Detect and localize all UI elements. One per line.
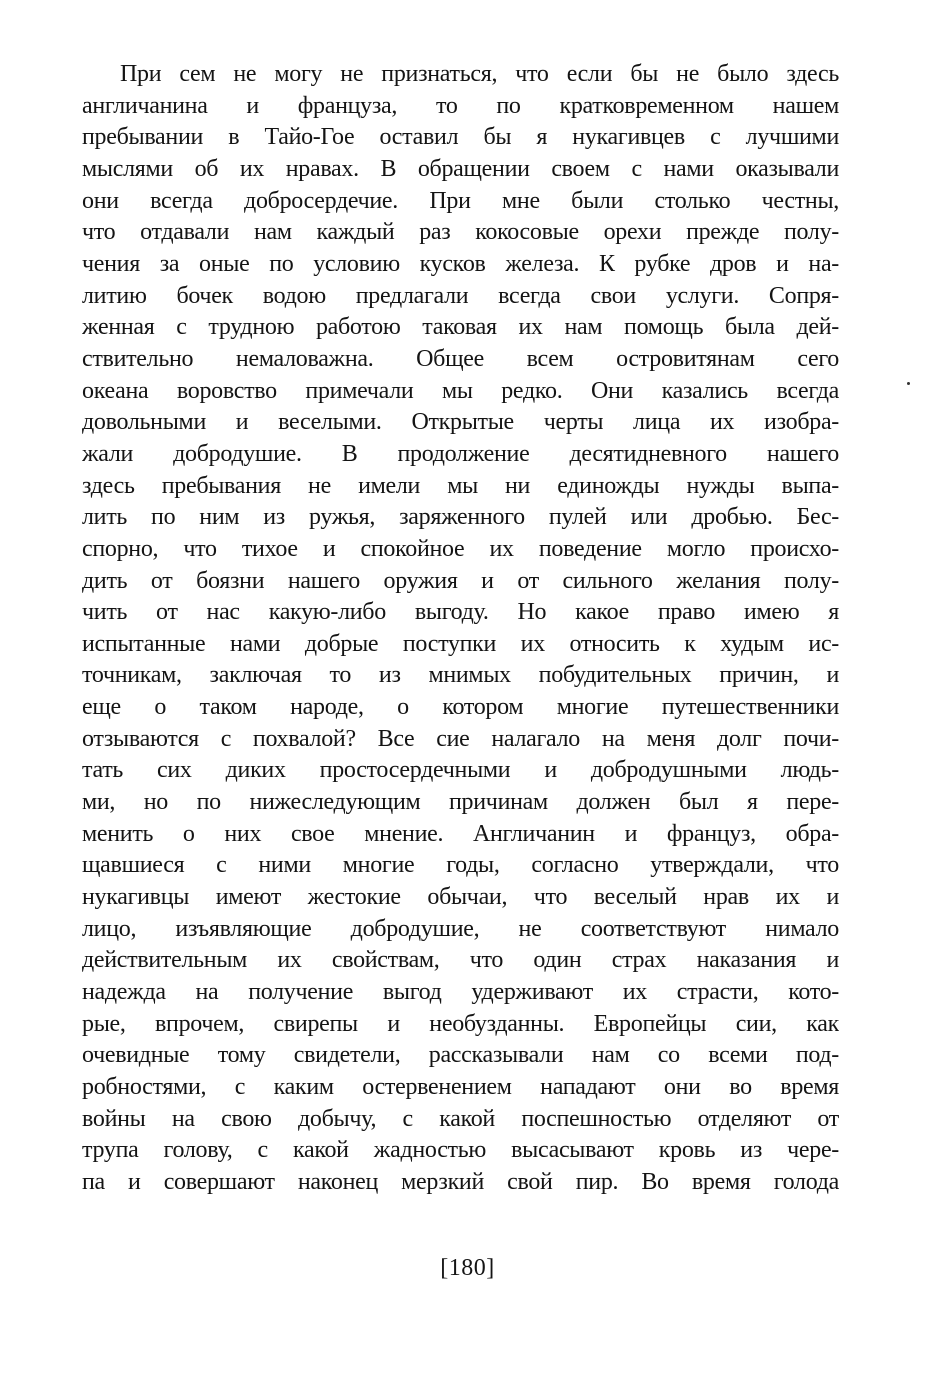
text-line: океана воровство примечали мы редко. Они казались всегда bbox=[82, 377, 839, 404]
text-line: литию бочек водою предлагали всегда свои услуги. Сопря- bbox=[82, 282, 839, 309]
text-line: отзываются с похвалой? Все сие налагало на меня долг почи- bbox=[82, 725, 839, 752]
text-line: англичанина и француза, то по кратковременном нашем bbox=[82, 92, 839, 119]
text-line: нукагивцы имеют жестокие обычаи, что веселый нрав их и bbox=[82, 884, 839, 911]
text-line: лить по ним из ружья, заряженного пулей или дробью. Бес- bbox=[82, 504, 839, 531]
text-line: они всегда добросердечие. При мне были столько честны, bbox=[82, 187, 839, 214]
text-line: чения за оные по условию кусков железа. К рубке дров и на- bbox=[82, 250, 839, 277]
text-line: тать сих диких простосердечными и добродушными людь- bbox=[82, 757, 839, 784]
text-line: робностями, с каким остервенением нападают они во время bbox=[82, 1074, 839, 1100]
text-line: довольными и веселыми. Открытые черты лица их изобра- bbox=[82, 409, 839, 436]
text-line: дить от боязни нашего оружия и от сильного желания полу- bbox=[82, 567, 839, 594]
text-line: еще о таком народе, о котором многие путешественники bbox=[82, 694, 839, 721]
text-line: надежда на получение выгод удерживают их страсти, кото- bbox=[82, 979, 839, 1006]
text-line: При сем не могу не признаться, что если бы не было здесь bbox=[120, 61, 839, 87]
body-text bbox=[82, 59, 839, 1199]
text-line: лицо, изъявляющие добродушие, не соответствуют нимало bbox=[82, 915, 839, 942]
text-line: что отдавали нам каждый раз кокосовые орехи прежде полу- bbox=[82, 219, 839, 246]
text-line: ствительно немаловажна. Общее всем островитянам сего bbox=[82, 345, 839, 372]
text-line: щавшиеся с ними многие годы, согласно утверждали, что bbox=[82, 852, 839, 879]
text-line: ми, но по нижеследующим причинам должен был я пере- bbox=[82, 789, 839, 816]
text-line: здесь пребывания не имели мы ни единожды нужды выпа- bbox=[82, 472, 839, 499]
text-line: чить от нас какую-либо выгоду. Но какое право имею я bbox=[82, 599, 839, 626]
text-line: рые, впрочем, свирепы и необузданны. Европейцы сии, как bbox=[82, 1010, 839, 1037]
text-line: испытанные нами добрые поступки их относить к худым ис- bbox=[82, 630, 839, 657]
text-line: пребывании в Тайо-Гое оставил бы я нукагивцев с лучшими bbox=[82, 124, 839, 151]
text-line: точникам, заключая то из мнимых побудительных причин, и bbox=[82, 662, 839, 689]
text-line: мыслями об их нравах. В обращении своем с нами оказывали bbox=[82, 155, 839, 182]
text-line: па и совершают наконец мерзкий свой пир. Во время голода bbox=[82, 1168, 839, 1195]
text-line: жали добродушие. В продолжение десятидневного нашего bbox=[82, 440, 839, 467]
text-line: менить о них свое мнение. Англичанин и француз, обра- bbox=[82, 820, 839, 847]
text-line: трупа голову, с какой жадностью высасывают кровь из чере- bbox=[82, 1137, 839, 1164]
text-line: спорно, что тихое и спокойное их поведение могло происхо- bbox=[82, 535, 839, 562]
text-line: войны на свою добычу, с какой поспешностью отделяют от bbox=[82, 1105, 839, 1132]
scan-speck bbox=[907, 382, 910, 385]
text-line: женная с трудною работою таковая их нам помощь была дей- bbox=[82, 314, 839, 341]
page-number: [180] bbox=[440, 1255, 495, 1281]
text-line: действительным их свойствам, что один страх наказания и bbox=[82, 947, 839, 974]
text-line: очевидные тому свидетели, рассказывали нам со всеми под- bbox=[82, 1042, 839, 1069]
